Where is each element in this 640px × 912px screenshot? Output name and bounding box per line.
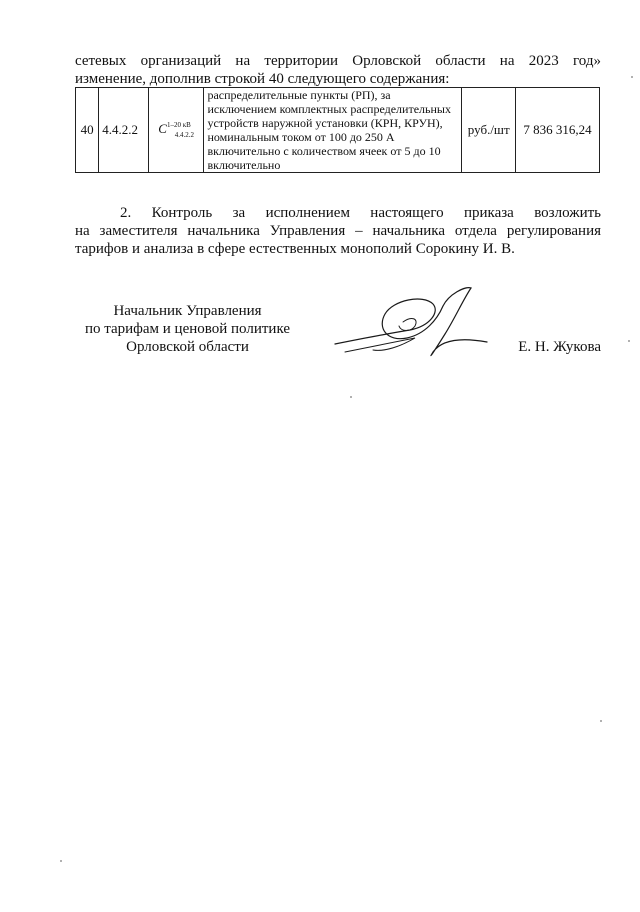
table-row [76, 88, 600, 173]
paragraph2-line-1: 2. Контроль за исполнением настоящего приказа возложить [120, 205, 601, 221]
row-symbol-cell [148, 88, 204, 173]
row-value-cell: 7 836 316,24 [516, 88, 600, 173]
signatory-title-line-2: по тарифам и ценовой политике [84, 321, 291, 337]
row-description-cell: распределительные пункты (РП), за исключением комплектных распределительных устройств наружной установки (КРН, КРУН), номинальным током от 100 до 250 А включительно с количеством ячеек от 5 до 10 включительно [204, 88, 462, 173]
tariff-table [75, 87, 600, 173]
signatory-title [75, 302, 300, 356]
intro-line-1: сетевых организаций на территории Орловской области на 2023 год» [75, 53, 601, 69]
scan-speck [60, 860, 62, 862]
row-number-cell: 40 [76, 88, 99, 173]
handwritten-signature [315, 282, 495, 382]
scan-speck [631, 76, 633, 78]
intro-line-2: изменение, дополнив строкой 40 следующего содержания: [75, 71, 450, 87]
scan-speck [350, 396, 352, 398]
signatory-name: Е. Н. Жукова [518, 339, 601, 355]
symbol-subscript: 4.4.2.2 [174, 131, 195, 139]
tariff-symbol [158, 121, 195, 139]
row-code-cell: 4.4.2.2 [99, 88, 149, 173]
scan-speck [600, 720, 602, 722]
row-unit-cell: руб./шт [462, 88, 516, 173]
symbol-superscript: 1–20 кВ [166, 121, 191, 129]
paragraph2-line-2: на заместителя начальника Управления – начальника отдела регулирования [75, 223, 601, 239]
signatory-title-line-1: Начальник Управления [113, 303, 262, 319]
scan-speck [628, 340, 630, 342]
signatory-title-line-3: Орловской области [126, 339, 249, 355]
paragraph2-line-3: тарифов и анализа в сфере естественных монополий Сорокину И. В. [75, 241, 515, 257]
symbol-base: C [158, 121, 167, 136]
